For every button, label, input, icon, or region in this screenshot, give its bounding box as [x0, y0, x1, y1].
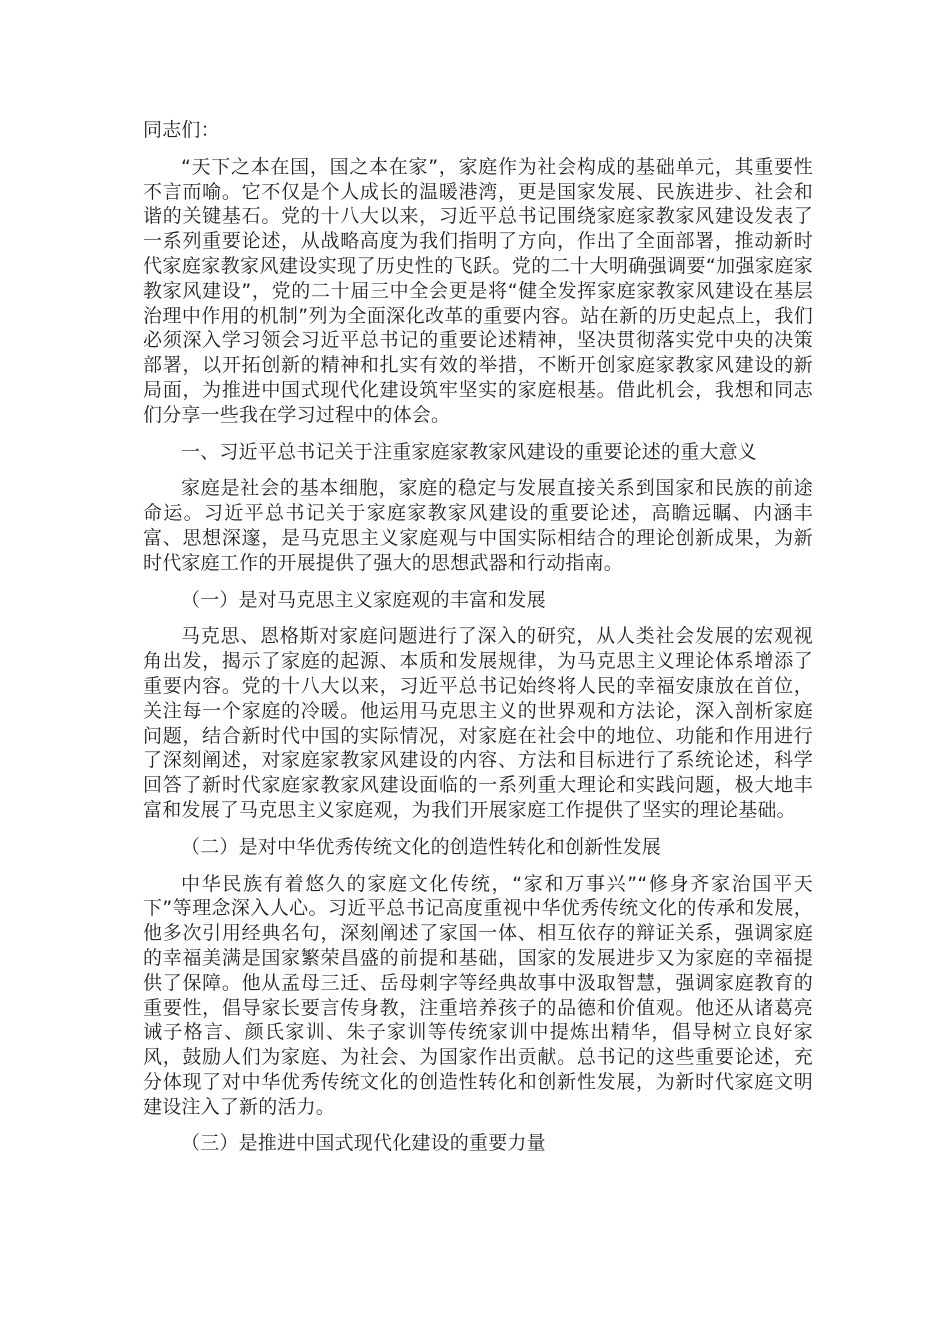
subsection-heading-1: （一）是对马克思主义家庭观的丰富和发展 — [181, 588, 546, 611]
section-1-paragraph: 家庭是社会的基本细胞，家庭的稳定与发展直接关系到国家和民族的前途命运。习近平总书记关于家庭家教家风建设的重要论述，高瞻远瞩、内涵丰富、思想深邃，是马克思主义家庭观与中国实际相结合的理论创新成果，为新时代家庭工作的开展提供了强大的思想武器和行动指南。 — [143, 477, 813, 574]
subsection-2-paragraph: 中华民族有着悠久的家庭文化传统，“家和万事兴”“修身齐家治国平天下”等理念深入人心。习近平总书记高度重视中华优秀传统文化的传承和发展，他多次引用经典名句，深刻阐述了家国一体、相互依存的辩证关系，强调家庭的幸福美满是国家繁荣昌盛的前提和基础，国家的发展进步又为家庭的幸福提供了保障。他从孟母三迁、岳母刺字等经典故事中汲取智慧，强调家庭教育的重要性，倡导家长要言传身教，注重培养孩子的品德和价值观。他还从诸葛亮诫子格言、颜氏家训、朱子家训等传统家训中提炼出精华，倡导树立良好家风，鼓励人们为家庭、为社会、为国家作出贡献。总书记的这些重要论述，充分体现了对中华优秀传统文化的创造性转化和创新性发展，为新时代家庭文明建设注入了新的活力。 — [143, 872, 813, 1118]
section-heading-1: 一、习近平总书记关于注重家庭家教家风建设的重要论述的重大意义 — [181, 440, 758, 463]
intro-paragraph: “天下之本在国，国之本在家”，家庭作为社会构成的基础单元，其重要性不言而喻。它不仅是个人成长的温暖港湾，更是国家发展、民族进步、社会和谐的关键基石。党的十八大以来，习近平总书记围绕家庭家教家风建设发表了一系列重要论述，从战略高度为我们指明了方向，作出了全面部署，推动新时代家庭家教家风建设实现了历史性的飞跃。党的二十大明确强调要“加强家庭家教家风建设”，党的二十届三中全会更是将“健全发挥家庭家教家风建设在基层治理中作用的机制”列为全面深化改革的重要内容。站在新的历史起点上，我们必须深入学习领会习近平总书记的重要论述精神，坚决贯彻落实党中央的决策部署，以开拓创新的精神和扎实有效的举措，不断开创家庭家教家风建设的新局面，为推进中国式现代化建设筑牢坚实的家庭根基。借此机会，我想和同志们分享一些我在学习过程中的体会。 — [143, 155, 813, 426]
subsection-1-paragraph: 马克思、恩格斯对家庭问题进行了深入的研究，从人类社会发展的宏观视角出发，揭示了家庭的起源、本质和发展规律，为马克思主义理论体系增添了重要内容。党的十八大以来，习近平总书记始终将人民的幸福安康放在首位，关注每一个家庭的冷暖。他运用马克思主义的世界观和方法论，深入剖析家庭问题，结合新时代中国的实际情况，对家庭在社会中的地位、功能和作用进行了深刻阐述，对家庭家教家风建设的内容、方法和目标进行了系统论述，科学回答了新时代家庭家教家风建设面临的一系列重大理论和实践问题，极大地丰富和发展了马克思主义家庭观，为我们开展家庭工作提供了坚实的理论基础。 — [143, 625, 813, 821]
salutation: 同志们： — [143, 119, 220, 141]
subsection-heading-3: （三）是推进中国式现代化建设的重要力量 — [181, 1132, 546, 1155]
document-body — [143, 118, 813, 1168]
subsection-heading-2: （二）是对中华优秀传统文化的创造性转化和创新性发展 — [181, 835, 662, 858]
